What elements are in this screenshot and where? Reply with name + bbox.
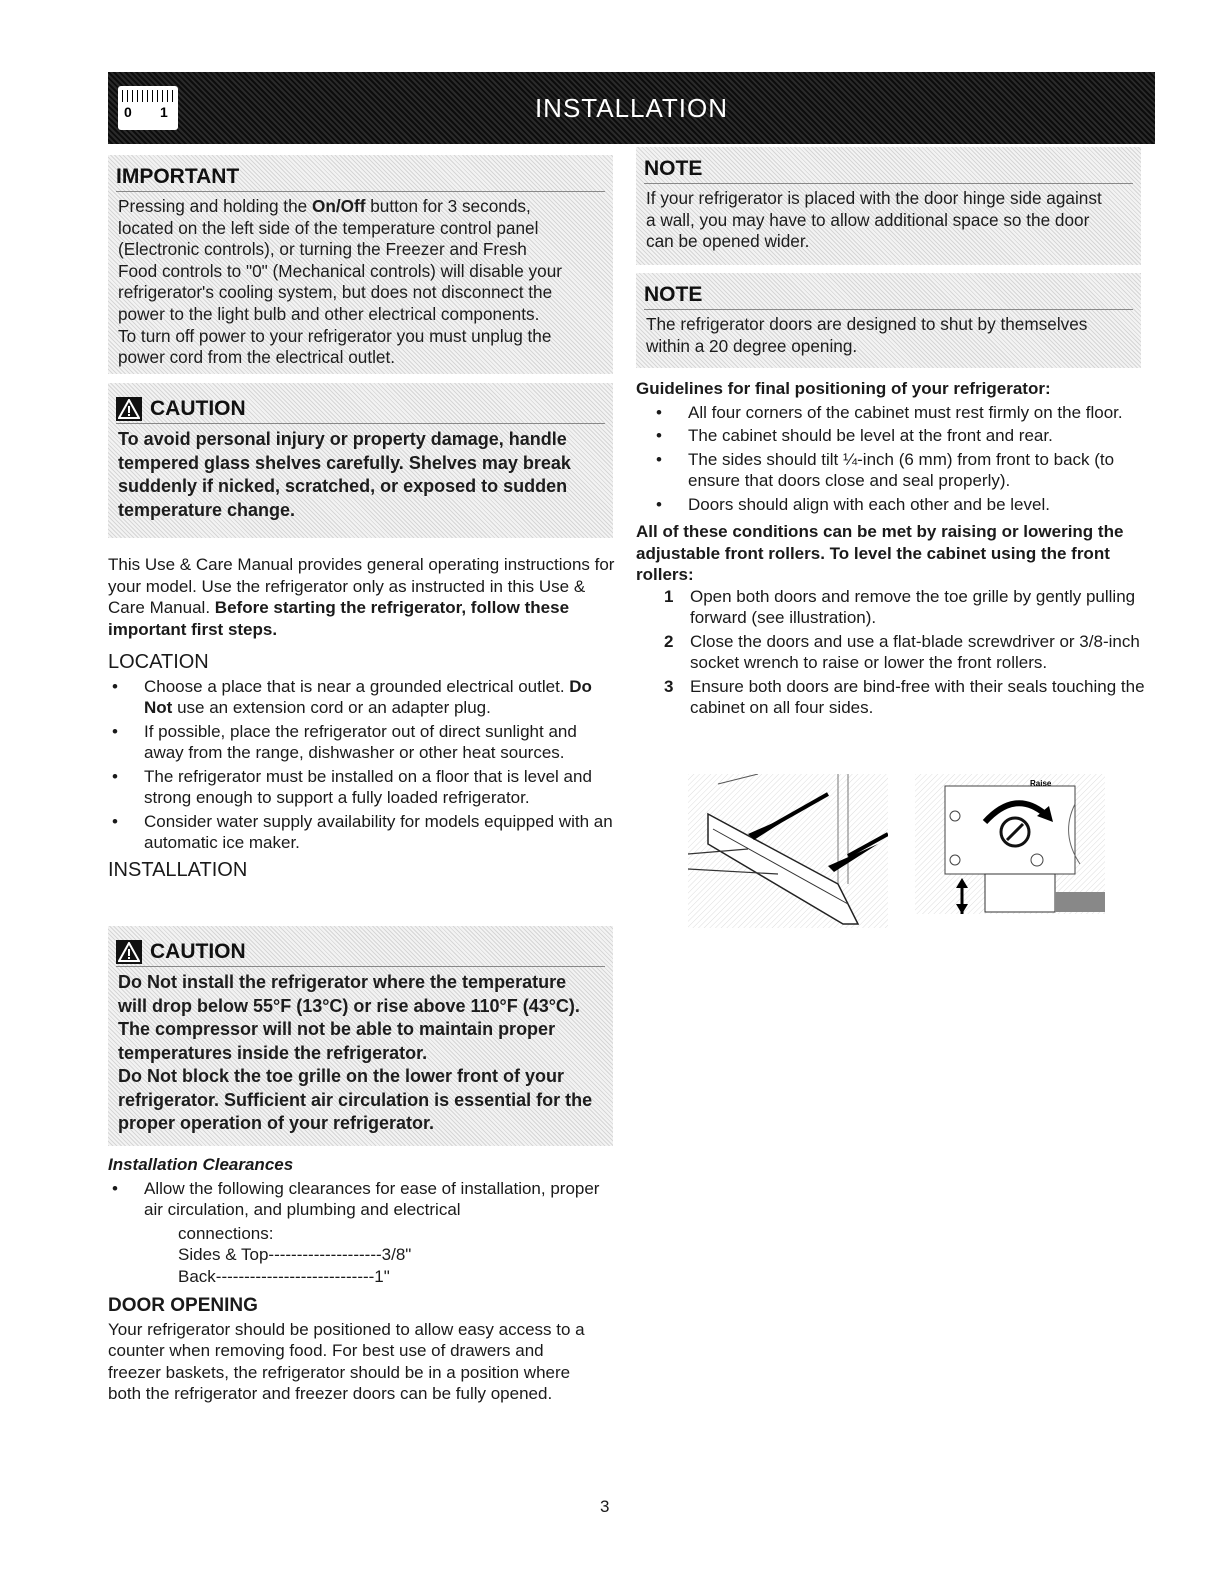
important-line bbox=[118, 196, 601, 218]
list-item: • If possible, place the refrigerator out of direct sunlight and away from the range, dishwasher or other heat sources. bbox=[108, 721, 618, 764]
list-item-text: use an extension cord or an adapter plug. bbox=[177, 698, 491, 717]
onoff-bold: On/Off bbox=[311, 196, 366, 216]
page-title: INSTALLATION bbox=[534, 92, 729, 123]
caution-line: tempered glass shelves carefully. Shelves may break bbox=[118, 452, 571, 473]
step-number: 1 bbox=[664, 586, 674, 606]
ruler-icon bbox=[118, 86, 178, 130]
step-text: Close the doors and use a flat-blade screwdriver or 3/8-inch socket wrench to raise or lower the front rollers. bbox=[690, 631, 1140, 672]
note-box-hinge bbox=[636, 147, 1141, 265]
warning-icon bbox=[116, 397, 142, 421]
clearance-row: Sides & Top--------------------3/8" bbox=[178, 1245, 412, 1264]
location-list bbox=[108, 676, 618, 854]
intro-paragraph bbox=[108, 554, 618, 640]
note-text bbox=[646, 314, 1129, 357]
note-title: NOTE bbox=[644, 157, 703, 180]
list-item-text: Choose a place that is near a grounded electrical outlet. bbox=[144, 676, 565, 696]
guidelines-list bbox=[636, 402, 1146, 516]
caution-line: will drop below 55°F (13°C) or rise above 110°F (43°C). bbox=[118, 995, 580, 1016]
text-segment: button for 3 seconds, bbox=[365, 196, 531, 216]
important-title: IMPORTANT bbox=[116, 165, 240, 188]
guidelines-heading: Guidelines for final positioning of your refrigerator: bbox=[636, 379, 1051, 398]
step-text: Ensure both doors are bind-free with their seals touching the cabinet on all four sides. bbox=[690, 676, 1145, 717]
caution-line: refrigerator. Sufficient air circulation is essential for the bbox=[118, 1089, 593, 1110]
step-number: 3 bbox=[664, 676, 674, 696]
caution-line: The compressor will not be able to maintain proper bbox=[118, 1019, 556, 1039]
caution-title: CAUTION bbox=[150, 940, 246, 963]
clearances-list bbox=[108, 1178, 618, 1221]
caution-title-row bbox=[116, 397, 613, 421]
note-line: If your refrigerator is placed with the door hinge side against bbox=[646, 188, 1102, 208]
list-item-bold: Do Not bbox=[144, 676, 592, 717]
caution-line: suddenly if nicked, scratched, or exposed to sudden bbox=[118, 476, 568, 496]
caution-box-glass bbox=[108, 383, 613, 538]
important-line: refrigerator's cooling system, but does not disconnect the bbox=[118, 282, 553, 303]
note-title: NOTE bbox=[644, 283, 703, 306]
step-number: 2 bbox=[664, 631, 674, 651]
caution-box-temperature bbox=[108, 926, 613, 1146]
list-item: • Consider water supply availability for models equipped with an automatic ice maker. bbox=[108, 811, 618, 854]
caution-line: proper operation of your refrigerator. bbox=[118, 1113, 435, 1133]
list-item: • The cabinet should be level at the front and rear. bbox=[652, 425, 1146, 447]
step-text: Open both doors and remove the toe grille by gently pulling forward (see illustration). bbox=[690, 586, 1136, 627]
rollers-steps bbox=[636, 586, 1146, 719]
intro-bold: Before starting the refrigerator, follow these important first steps. bbox=[108, 598, 570, 639]
important-line: To turn off power to your refrigerator you must unplug the bbox=[118, 325, 552, 346]
clearance-row: Back----------------------------1" bbox=[178, 1266, 390, 1286]
intro-text: This Use & Care Manual provides general operating instructions for your model. Use the refrigerator only as instructed in this Use & Care Manual. bbox=[108, 555, 615, 617]
list-item: • Allow the following clearances for ease of installation, proper air circulation, and plumbing and electrical bbox=[108, 1178, 618, 1221]
note-box-doors bbox=[636, 273, 1141, 368]
note-line: within a 20 degree opening. bbox=[646, 335, 858, 356]
rollers-heading: All of these conditions can be met by raising or lowering the adjustable front rollers. To level the cabinet using the front rollers: bbox=[636, 522, 1124, 584]
caution-title-row bbox=[116, 940, 613, 964]
right-column bbox=[636, 378, 1146, 721]
note-line: can be opened wider. bbox=[646, 231, 810, 252]
important-text bbox=[118, 196, 601, 369]
list-item: • All four corners of the cabinet must rest firmly on the floor. bbox=[652, 402, 1146, 424]
important-box bbox=[108, 155, 613, 374]
left-column-lower bbox=[108, 1154, 618, 1405]
note-line: The refrigerator doors are designed to shut by themselves bbox=[646, 314, 1088, 334]
step-item bbox=[636, 586, 1146, 629]
note-text bbox=[646, 188, 1129, 253]
ruler-digit: 1 bbox=[160, 104, 168, 120]
list-item bbox=[108, 676, 618, 719]
installation-heading: INSTALLATION bbox=[108, 858, 248, 881]
caution-title: CAUTION bbox=[150, 397, 246, 420]
important-line: (Electronic controls), or turning the Freezer and Fresh bbox=[118, 239, 527, 260]
section-header bbox=[108, 72, 1155, 144]
clearances-cont: connections: bbox=[178, 1223, 274, 1243]
location-heading: LOCATION bbox=[108, 651, 209, 673]
note-line: a wall, you may have to allow additional space so the door bbox=[646, 209, 1090, 230]
list-item: • The refrigerator must be installed on a floor that is level and strong enough to support a fully loaded refrigerator. bbox=[108, 766, 618, 809]
list-item: • The sides should tilt ¼-inch (6 mm) from front to back (to ensure that doors close and seal properly). bbox=[652, 449, 1146, 492]
door-opening-heading: DOOR OPENING bbox=[108, 1295, 258, 1316]
caution-text bbox=[118, 428, 601, 522]
caution-line: temperatures inside the refrigerator. bbox=[118, 1042, 428, 1063]
important-line: power cord from the electrical outlet. bbox=[118, 347, 396, 368]
ruler-digit: 0 bbox=[124, 104, 132, 120]
raise-label: Raise bbox=[1030, 779, 1052, 788]
clearances-heading: Installation Clearances bbox=[108, 1155, 294, 1174]
important-line: Food controls to "0" (Mechanical controls) will disable your bbox=[118, 260, 562, 281]
text-segment: Pressing and holding the bbox=[118, 196, 312, 216]
roller-adjust-illustration bbox=[915, 774, 1105, 914]
important-line: located on the left side of the temperature control panel bbox=[118, 217, 539, 238]
caution-line: temperature change. bbox=[118, 499, 296, 520]
caution-text bbox=[118, 971, 601, 1136]
toe-grille-illustration bbox=[688, 774, 888, 928]
caution-line: To avoid personal injury or property damage, handle bbox=[118, 429, 567, 449]
caution-line: Do Not block the toe grille on the lower front of your bbox=[118, 1066, 565, 1086]
door-opening-text: Your refrigerator should be positioned to allow easy access to a counter when removing food. For best use of drawers and freezer baskets, the refrigerator should be in a position where both the refrigerator and freezer doors can be fully opened. bbox=[108, 1319, 585, 1403]
important-line: power to the light bulb and other electrical components. bbox=[118, 303, 540, 324]
warning-icon bbox=[116, 940, 142, 964]
list-item: • Doors should align with each other and be level. bbox=[652, 494, 1146, 516]
left-column bbox=[108, 554, 618, 883]
page-number: 3 bbox=[600, 1497, 610, 1516]
step-item bbox=[636, 631, 1146, 674]
caution-line: Do Not install the refrigerator where the temperature bbox=[118, 972, 567, 992]
step-item bbox=[636, 676, 1146, 719]
